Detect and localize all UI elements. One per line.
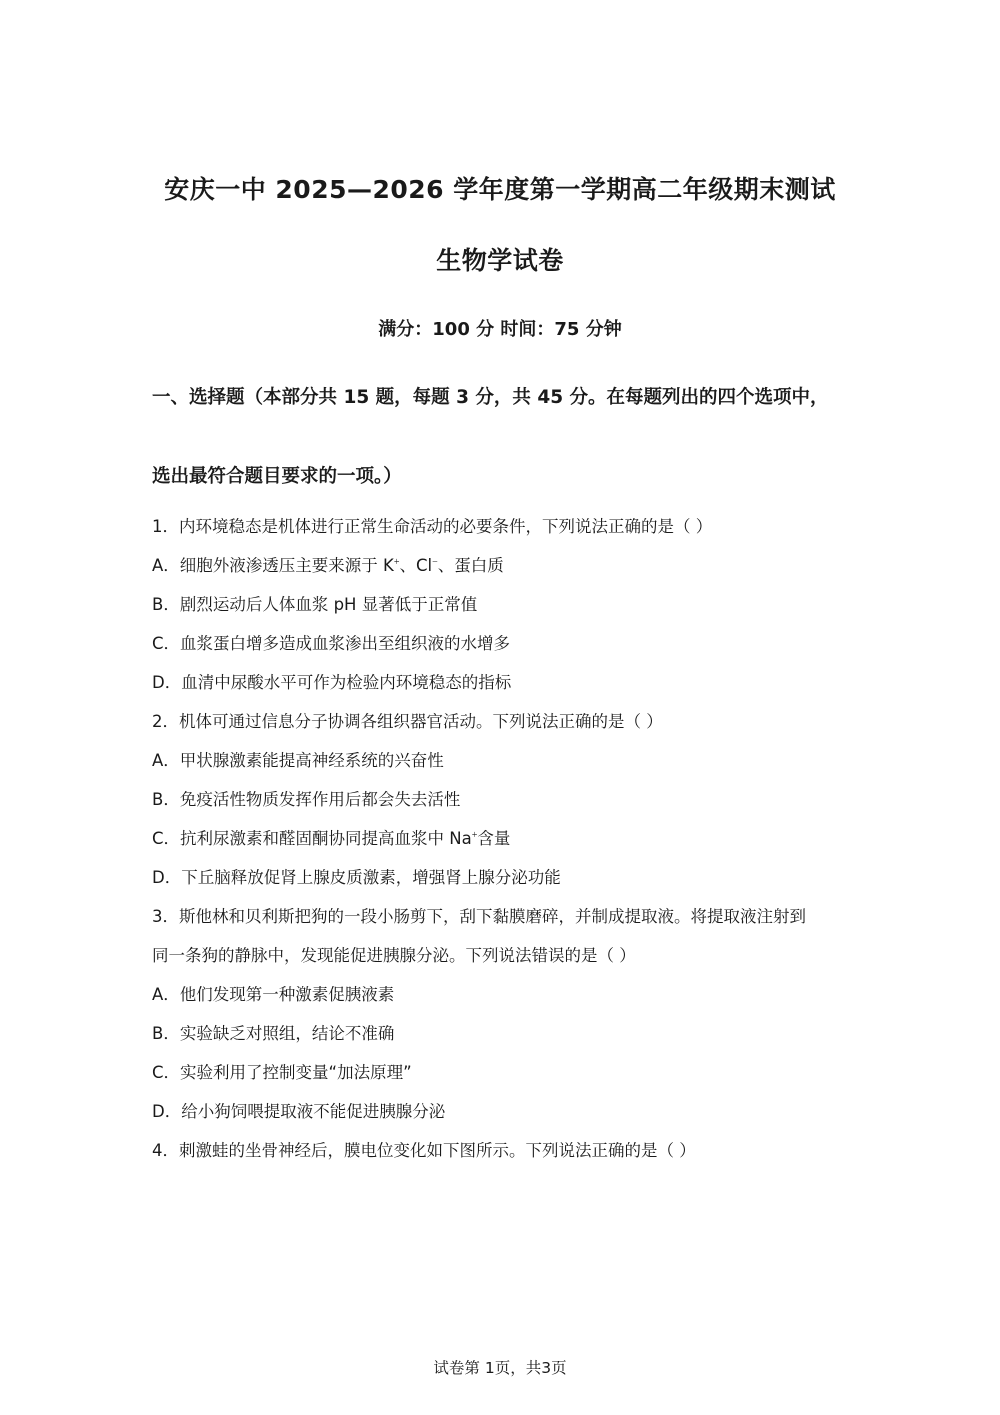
question-3-option-a: A．他们发现第一种激素促胰液素 [152,985,395,1004]
q1-a-sup1: + [393,557,400,568]
question-1-stem: 1．内环境稳态是机体进行正常生命活动的必要条件，下列说法正确的是（ ） [152,517,713,536]
exam-meta: 满分：100 分 时间：75 分钟 [378,319,622,340]
q2-c-text-post: 含量 [477,829,511,848]
question-2-option-d: D．下丘脑释放促肾上腺皮质激素，增强肾上腺分泌功能 [152,868,561,887]
question-2-option-c [152,829,510,849]
question-2-option-a: A．甲状腺激素能提高神经系统的兴奋性 [152,751,444,770]
question-2-option-b: B．免疫活性物质发挥作用后都会失去活性 [152,790,461,809]
question-3-option-d: D．给小狗饲喂提取液不能促进胰腺分泌 [152,1102,446,1121]
question-3-option-c: C．实验利用了控制变量“加法原理” [152,1063,412,1082]
q1-a-text-pre: A．细胞外液渗透压主要来源于 K [152,556,394,575]
q2-c-text-pre: C．抗利尿激素和醛固酮协同提高血浆中 Na [152,829,472,848]
q1-a-text-mid: 、Cl [399,556,433,575]
exam-subtitle: 生物学试卷 [436,246,564,275]
q1-a-sup2: − [432,557,438,568]
section-heading-line1: 一、选择题（本部分共 15 题，每题 3 分，共 45 分。在每题列出的四个选项中， [152,387,829,408]
question-3-stem-line2: 同一条狗的静脉中，发现能促进胰腺分泌。下列说法错误的是（ ） [152,946,636,965]
question-3-stem-line1: 3．斯他林和贝利斯把狗的一段小肠剪下，刮下黏膜磨碎，并制成提取液。将提取液注射到 [152,907,806,926]
question-1-option-d: D．血清中尿酸水平可作为检验内环境稳态的指标 [152,673,512,692]
exam-title: 安庆一中 2025—2026 学年度第一学期高二年级期末测试 [164,175,836,204]
question-1-option-c: C．血浆蛋白增多造成血浆渗出至组织液的水增多 [152,634,511,653]
q1-a-text-post: 、蛋白质 [437,556,504,575]
question-3-option-b: B．实验缺乏对照组，结论不准确 [152,1024,395,1043]
q2-c-sup: + [471,830,478,841]
question-1-option-a [152,556,504,576]
question-2-stem: 2．机体可通过信息分子协调各组织器官活动。下列说法正确的是（ ） [152,712,663,731]
question-4-stem: 4．刺激蛙的坐骨神经后，膜电位变化如下图所示。下列说法正确的是（ ） [152,1141,696,1160]
section-heading-line2: 选出最符合题目要求的一项。） [152,466,402,487]
page-footer: 试卷第 1页，共3页 [433,1359,567,1377]
question-1-option-b: B．剧烈运动后人体血浆 pH 显著低于正常值 [152,595,478,614]
